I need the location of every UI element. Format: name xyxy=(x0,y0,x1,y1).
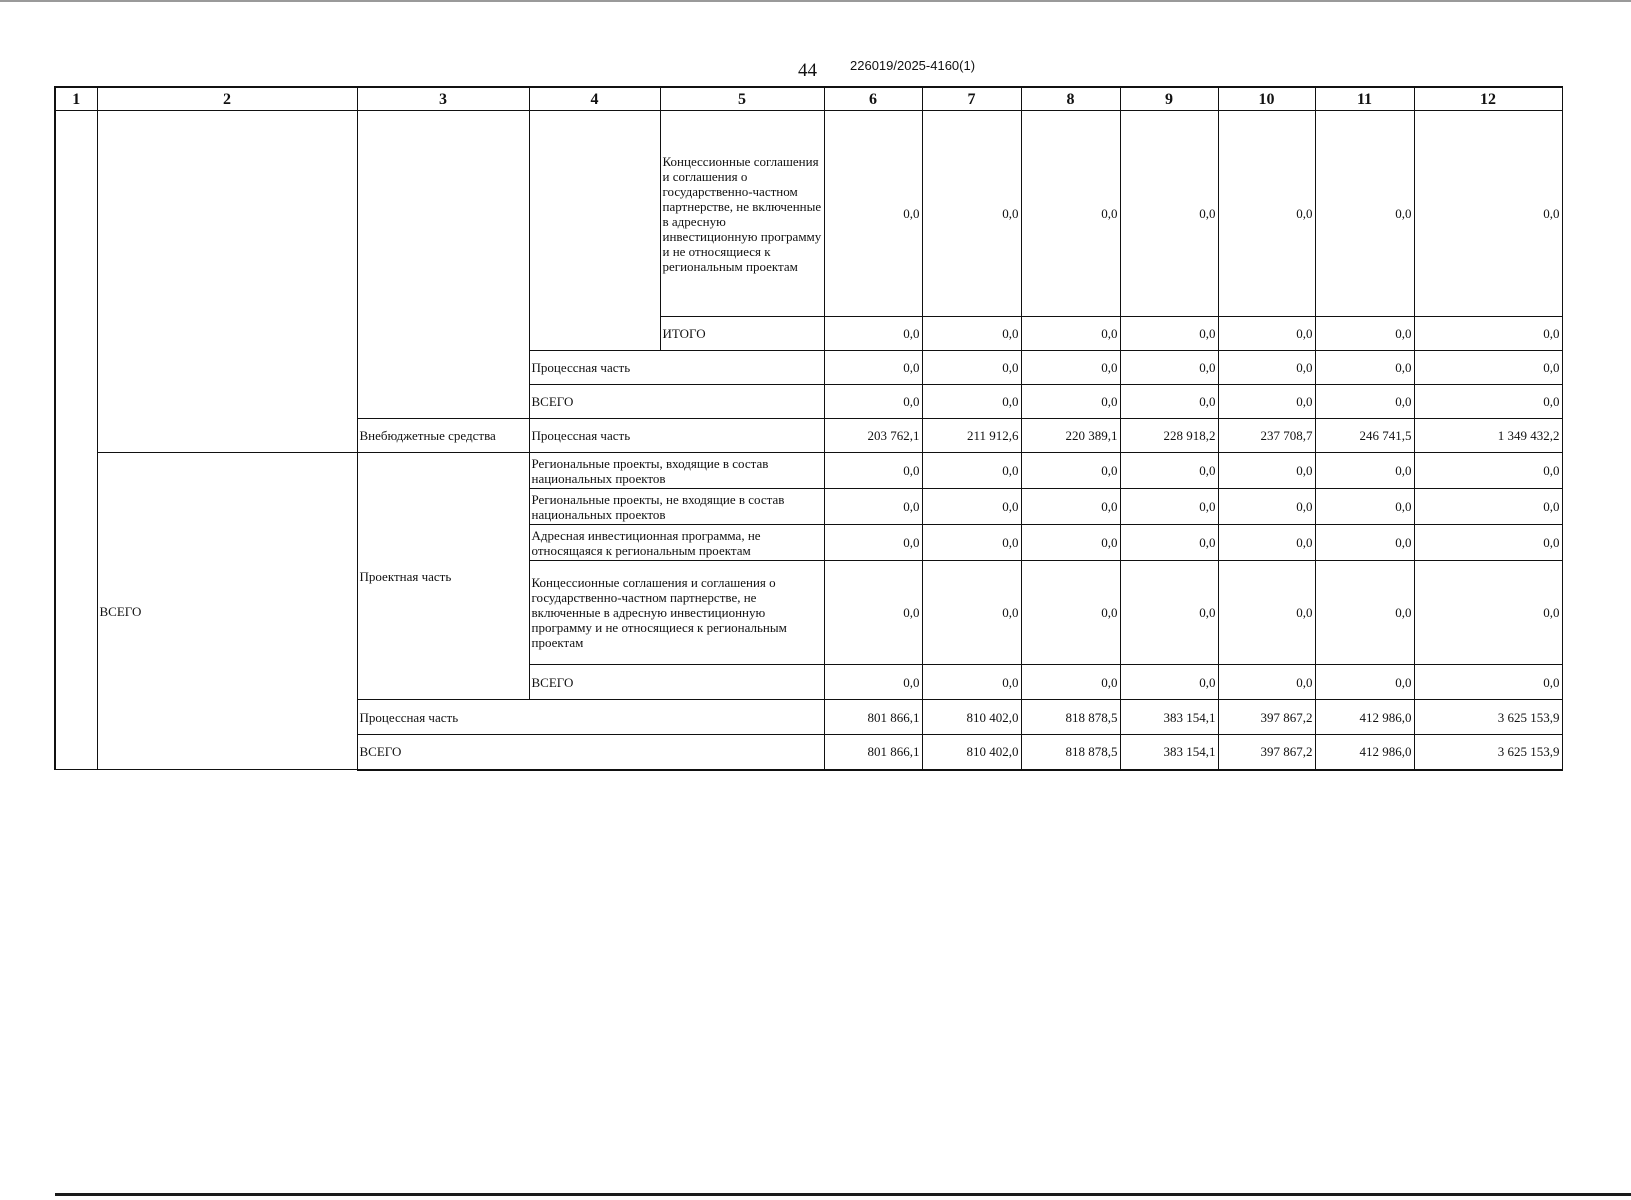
column-header: 2 xyxy=(97,87,357,111)
value-cell: 0,0 xyxy=(1218,665,1315,700)
value-cell: 397 867,2 xyxy=(1218,735,1315,770)
value-cell: 0,0 xyxy=(1414,385,1562,419)
value-cell: 0,0 xyxy=(1021,665,1120,700)
vsego-label: ВСЕГО xyxy=(529,665,824,700)
column-header: 11 xyxy=(1315,87,1414,111)
vsego-group-label: ВСЕГО xyxy=(97,453,357,770)
value-cell: 0,0 xyxy=(1315,453,1414,489)
value-cell: 0,0 xyxy=(922,453,1021,489)
column-header: 3 xyxy=(357,87,529,111)
value-cell: 0,0 xyxy=(1414,111,1562,317)
value-cell: 818 878,5 xyxy=(1021,735,1120,770)
value-cell: 0,0 xyxy=(1021,351,1120,385)
value-cell: 0,0 xyxy=(824,351,922,385)
value-cell: 0,0 xyxy=(824,453,922,489)
value-cell: 0,0 xyxy=(1315,111,1414,317)
value-cell: 0,0 xyxy=(1120,453,1218,489)
value-cell: 228 918,2 xyxy=(1120,419,1218,453)
value-cell: 0,0 xyxy=(1414,351,1562,385)
value-cell: 0,0 xyxy=(1414,561,1562,665)
reg-not-national-label: Региональные проекты, не входящие в состав национальных проектов xyxy=(529,489,824,525)
table-row xyxy=(55,111,1562,317)
value-cell: 818 878,5 xyxy=(1021,700,1120,735)
value-cell: 0,0 xyxy=(1021,111,1120,317)
value-cell: 0,0 xyxy=(1218,351,1315,385)
value-cell: 0,0 xyxy=(1021,489,1120,525)
value-cell: 0,0 xyxy=(1218,111,1315,317)
value-cell: 1 349 432,2 xyxy=(1414,419,1562,453)
concession-wide-label: Концессионные соглашения и соглашения о государственно-частном партнерстве, не включенные в адресную инвестиционную программу и не относящиеся к региональным проектам xyxy=(529,561,824,665)
value-cell: 397 867,2 xyxy=(1218,700,1315,735)
vsego-label: ВСЕГО xyxy=(357,735,824,770)
col2-cell xyxy=(97,111,357,453)
value-cell: 0,0 xyxy=(1315,525,1414,561)
value-cell: 0,0 xyxy=(1120,317,1218,351)
value-cell: 0,0 xyxy=(1120,665,1218,700)
value-cell: 0,0 xyxy=(1120,351,1218,385)
table-row xyxy=(55,453,1562,489)
value-cell: 0,0 xyxy=(1315,317,1414,351)
col1-cell xyxy=(55,111,97,770)
value-cell: 0,0 xyxy=(922,351,1021,385)
value-cell: 0,0 xyxy=(1414,453,1562,489)
value-cell: 203 762,1 xyxy=(824,419,922,453)
column-header: 10 xyxy=(1218,87,1315,111)
value-cell: 0,0 xyxy=(824,111,922,317)
value-cell: 0,0 xyxy=(1120,385,1218,419)
column-header: 8 xyxy=(1021,87,1120,111)
value-cell: 0,0 xyxy=(1414,525,1562,561)
value-cell: 810 402,0 xyxy=(922,735,1021,770)
value-cell: 0,0 xyxy=(1315,351,1414,385)
value-cell: 0,0 xyxy=(824,561,922,665)
value-cell: 0,0 xyxy=(1120,525,1218,561)
project-part-label: Проектная часть xyxy=(357,453,529,700)
value-cell: 0,0 xyxy=(922,489,1021,525)
value-cell: 412 986,0 xyxy=(1315,735,1414,770)
top-edge-line xyxy=(0,0,1631,2)
value-cell: 0,0 xyxy=(1218,525,1315,561)
column-header: 1 xyxy=(55,87,97,111)
col3-cell xyxy=(357,111,529,419)
value-cell: 0,0 xyxy=(922,385,1021,419)
budget-table xyxy=(54,86,1563,771)
value-cell: 0,0 xyxy=(1315,385,1414,419)
process-part-label: Процессная часть xyxy=(529,419,824,453)
process-part-label: Процессная часть xyxy=(529,351,824,385)
value-cell: 220 389,1 xyxy=(1021,419,1120,453)
extrabudget-label: Внебюджетные средства xyxy=(357,419,529,453)
value-cell: 211 912,6 xyxy=(922,419,1021,453)
page-number: 44 xyxy=(798,60,817,81)
value-cell: 0,0 xyxy=(1315,665,1414,700)
column-header: 12 xyxy=(1414,87,1562,111)
value-cell: 0,0 xyxy=(824,525,922,561)
vsego-label: ВСЕГО xyxy=(529,385,824,419)
bottom-edge-line xyxy=(55,1193,1631,1196)
value-cell: 0,0 xyxy=(1414,489,1562,525)
value-cell: 0,0 xyxy=(1218,385,1315,419)
column-header: 4 xyxy=(529,87,660,111)
value-cell: 0,0 xyxy=(1218,453,1315,489)
value-cell: 0,0 xyxy=(1414,317,1562,351)
column-header: 9 xyxy=(1120,87,1218,111)
value-cell: 0,0 xyxy=(1315,489,1414,525)
value-cell: 0,0 xyxy=(922,561,1021,665)
column-header: 7 xyxy=(922,87,1021,111)
value-cell: 0,0 xyxy=(824,385,922,419)
value-cell: 801 866,1 xyxy=(824,735,922,770)
value-cell: 0,0 xyxy=(922,317,1021,351)
value-cell: 0,0 xyxy=(1021,525,1120,561)
value-cell: 0,0 xyxy=(1120,111,1218,317)
value-cell: 383 154,1 xyxy=(1120,735,1218,770)
value-cell: 0,0 xyxy=(1021,385,1120,419)
column-header: 6 xyxy=(824,87,922,111)
value-cell: 0,0 xyxy=(922,665,1021,700)
value-cell: 0,0 xyxy=(1120,561,1218,665)
column-header: 5 xyxy=(660,87,824,111)
value-cell: 0,0 xyxy=(1218,561,1315,665)
address-program-label: Адресная инвестиционная программа, не относящаяся к региональным проектам xyxy=(529,525,824,561)
value-cell: 0,0 xyxy=(922,525,1021,561)
column-number-row xyxy=(55,87,1562,111)
process-part-label: Процессная часть xyxy=(357,700,824,735)
value-cell: 0,0 xyxy=(1218,489,1315,525)
value-cell: 801 866,1 xyxy=(824,700,922,735)
value-cell: 0,0 xyxy=(1218,317,1315,351)
itogo-label: ИТОГО xyxy=(660,317,824,351)
value-cell: 0,0 xyxy=(1120,489,1218,525)
value-cell: 237 708,7 xyxy=(1218,419,1315,453)
value-cell: 246 741,5 xyxy=(1315,419,1414,453)
value-cell: 3 625 153,9 xyxy=(1414,700,1562,735)
value-cell: 0,0 xyxy=(1021,453,1120,489)
document-id: 226019/2025-4160(1) xyxy=(850,58,976,73)
col4-cell xyxy=(529,111,660,351)
reg-in-national-label: Региональные проекты, входящие в состав национальных проектов xyxy=(529,453,824,489)
value-cell: 0,0 xyxy=(824,489,922,525)
concession-label: Концессионные соглашения и соглашения о государственно-частном партнерстве, не включенные в адресную инвестиционную программу и не относящиеся к региональным проектам xyxy=(660,111,824,317)
value-cell: 0,0 xyxy=(1021,317,1120,351)
value-cell: 810 402,0 xyxy=(922,700,1021,735)
value-cell: 0,0 xyxy=(1414,665,1562,700)
value-cell: 0,0 xyxy=(922,111,1021,317)
value-cell: 0,0 xyxy=(824,665,922,700)
value-cell: 0,0 xyxy=(824,317,922,351)
value-cell: 412 986,0 xyxy=(1315,700,1414,735)
value-cell: 0,0 xyxy=(1021,561,1120,665)
value-cell: 0,0 xyxy=(1315,561,1414,665)
value-cell: 383 154,1 xyxy=(1120,700,1218,735)
value-cell: 3 625 153,9 xyxy=(1414,735,1562,770)
